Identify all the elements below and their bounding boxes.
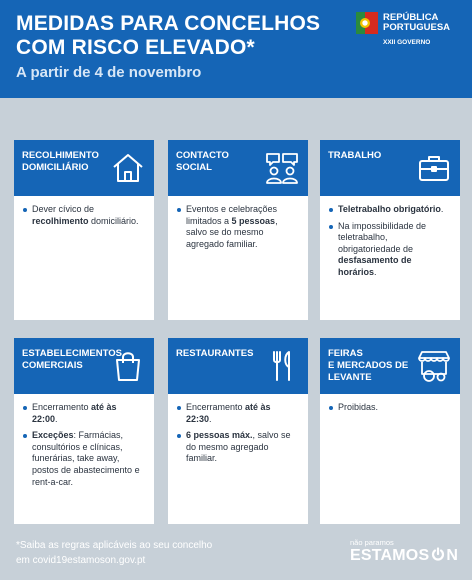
card-body (320, 204, 460, 284)
card-body (14, 204, 154, 232)
card-title: RESTAURANTES (176, 348, 254, 359)
portuguese-flag-emblem-icon (356, 12, 378, 34)
card-title: CONTACTO SOCIAL (176, 150, 229, 173)
page-subtitle: A partir de 4 de novembro (16, 64, 202, 81)
market-stall-icon (416, 348, 452, 384)
card-title: FEIRAS E MERCADOS DE LEVANTE (328, 348, 409, 383)
card-header (168, 140, 308, 196)
government-name: REPÚBLICA PORTUGUESA (383, 12, 451, 33)
card-estabelecimentos (14, 338, 154, 524)
government-subtitle: XXII GOVERNO (383, 39, 431, 46)
header-banner (0, 0, 472, 98)
brand-tagline: não paramos (350, 538, 394, 547)
card-header (14, 140, 154, 196)
card-title: RECOLHIMENTO DOMICILIÁRIO (22, 150, 99, 173)
card-header (320, 140, 460, 196)
card-header (168, 338, 308, 394)
card-trabalho (320, 140, 460, 320)
list-item: Na impossibilidade de teletrabalho, obrigatoriedade de desfasamento de horários. (328, 221, 450, 279)
card-recolhimento (14, 140, 154, 320)
list-item: Encerramento até às 22:30. (176, 402, 298, 425)
card-feiras (320, 338, 460, 524)
card-body (168, 402, 308, 470)
shopping-bag-icon (110, 348, 146, 384)
briefcase-icon (416, 150, 452, 186)
house-icon (110, 150, 146, 186)
government-logo (356, 12, 466, 52)
card-header (320, 338, 460, 394)
card-title: ESTABELECIMENTOS COMERCIAIS (22, 348, 122, 371)
page-title: MEDIDAS PARA CONCELHOS COM RISCO ELEVADO* (16, 12, 321, 59)
card-body (168, 204, 308, 255)
list-item: Teletrabalho obrigatório. (328, 204, 450, 216)
fork-knife-icon (264, 348, 300, 384)
brand-wordmark: ESTAMOS N (350, 547, 459, 564)
estamoson-logo (350, 538, 460, 570)
card-body (320, 402, 460, 419)
card-header (14, 338, 154, 394)
card-title: TRABALHO (328, 150, 382, 161)
card-contacto-social (168, 140, 308, 320)
card-body (14, 402, 154, 493)
list-item: Exceções: Farmácias, consultórios e clínicas, funerárias, take away, postos de abastecimento e rent-a-car. (22, 430, 144, 488)
list-item: Encerramento até às 22:00. (22, 402, 144, 425)
list-item: 6 pessoas máx., salvo se do mesmo agregado familiar. (176, 430, 298, 465)
people-chat-icon (264, 150, 300, 186)
list-item: Proibidas. (328, 402, 450, 414)
list-item: Eventos e celebrações limitados a 5 pessoas, salvo se do mesmo agregado familiar. (176, 204, 298, 250)
footnote: *Saiba as regras aplicáveis ao seu concelho em covid19estamoson.gov.pt (16, 540, 213, 566)
card-restaurantes (168, 338, 308, 524)
power-icon (431, 547, 445, 561)
list-item: Dever cívico de recolhimento domiciliário. (22, 204, 144, 227)
